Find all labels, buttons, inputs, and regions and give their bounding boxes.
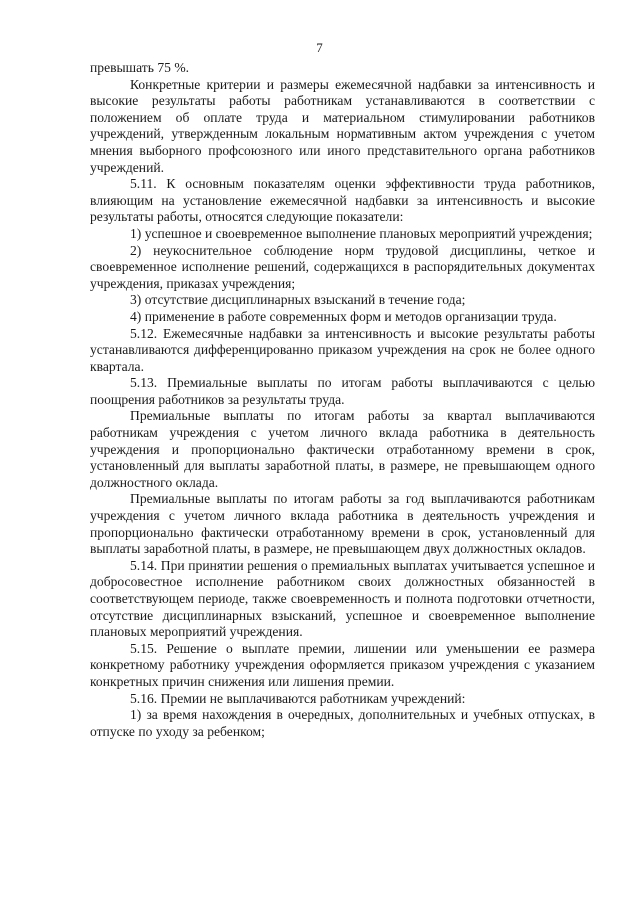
paragraph-quarterly-bonus: Премиальные выплаты по итогам работы за квартал выплачиваются работникам учреждения с учетом личного вклада работника в деятельность учреждения и пропорционально фактически отработанному времени в срок, установленный для выплаты заработной платы, в размере, не превышающем одного должностного оклада. [90, 408, 595, 490]
paragraph-5-11: 5.11. К основным показателям оценки эффективности труда работников, влияющим на установление ежемесячной надбавки за интенсивность и высокие результаты работы, относятся следующие показатели: [90, 176, 595, 225]
paragraph-5-13: 5.13. Премиальные выплаты по итогам работы выплачиваются с целью поощрения работников за результаты труда. [90, 375, 595, 407]
paragraph-criteria: Конкретные критерии и размеры ежемесячной надбавки за интенсивность и высокие результаты работы работникам устанавливаются в соответствии с положением об оплате труда и материальном стимулировании работников учреждений, утвержденным локальным нормативным актом учреждения с учетом мнения выборного профсоюзного или иного представительного органа работников учреждений. [90, 76, 595, 175]
paragraph-5-16: 5.16. Премии не выплачиваются работникам учреждений: [130, 690, 466, 706]
page-number: 7 [316, 40, 323, 55]
list-item-1: 1) успешное и своевременное выполнение плановых мероприятий учреждения; [130, 225, 593, 241]
list-item-2: 2) неукоснительное соблюдение норм трудовой дисциплины, четкое и своевременное исполнение решений, содержащихся в распорядительных документах учреждения, приказах учреждения; [90, 242, 595, 291]
paragraph-annual-bonus: Премиальные выплаты по итогам работы за год выплачиваются работникам учреждения с учетом личного вклада работника в деятельность учреждения и пропорционально фактически отработанному времени в срок, установленный для выплаты заработной платы, в размере, не превышающем двух должностных окладов. [90, 491, 595, 557]
list-item-4: 4) применение в работе современных форм и методов организации труда. [130, 308, 557, 324]
paragraph-5-15: 5.15. Решение о выплате премии, лишении или уменьшении ее размера конкретному работнику учреждения оформляется приказом учреждения с указанием конкретных причин снижения или лишения премии. [90, 640, 595, 689]
document-body [90, 60, 595, 740]
list-item-3: 3) отсутствие дисциплинарных взысканий в течение года; [130, 292, 466, 308]
list-item-leave: 1) за время нахождения в очередных, дополнительных и учебных отпусках, в отпуске по уходу за ребенком; [90, 707, 595, 739]
paragraph-continuation: превышать 75 %. [90, 60, 190, 75]
paragraph-5-12: 5.12. Ежемесячные надбавки за интенсивность и высокие результаты работы устанавливаются дифференцированно приказом учреждения на срок не более одного квартала. [90, 325, 595, 374]
paragraph-5-14: 5.14. При принятии решения о премиальных выплатах учитывается успешное и добросовестное исполнение работником своих должностных обязанностей в соответствующем периоде, также своевременность и полнота подготовки отчетности, отсутствие дисциплинарных взысканий, успешное и своевременное выполнение плановых мероприятий учреждения. [90, 557, 595, 640]
